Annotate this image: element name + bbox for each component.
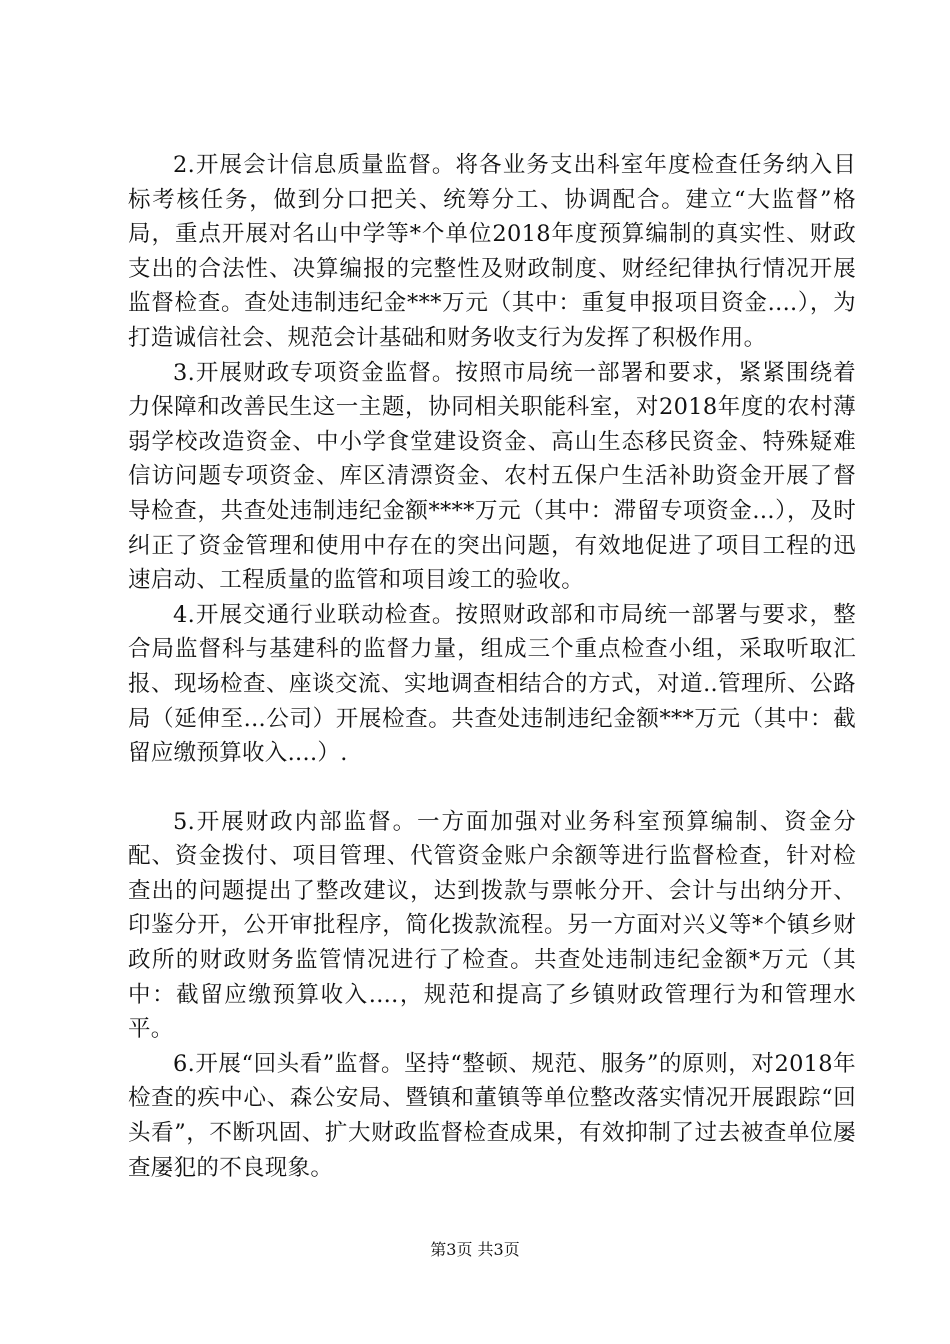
paragraph-special-funds-supervision: 3.开展财政专项资金监督。按照市局统一部署和要求，紧紧围绕着力保障和改善民生这一主题，协同相关职能科室，对2018年度的农村薄弱学校改造资金、中小学食堂建设资金、高山生态移民资金、特殊疑难信访问题专项资金、库区清漂资金、农村五保户生活补助资金开展了督导检查，共查处违制违纪金额****万元（其中：滞留专项资金...），及时纠正了资金管理和使用中存在的突出问题，有效地促进了项目工程的迅速启动、工程质量的监管和项目竣工的验收。 [128, 359, 856, 594]
paragraph-transport-inspection: 4.开展交通行业联动检查。按照财政部和市局统一部署与要求，整合局监督科与基建科的监督力量，组成三个重点检查小组，采取听取汇报、现场检查、座谈交流、实地调查相结合的方式，对道..管理所、公路局（延伸至...公司）开展检查。共查处违制违纪金额***万元（其中：截留应缴预算收入....）. [128, 601, 856, 767]
paragraph-review-supervision: 6.开展“回头看”监督。坚持“整顿、规范、服务”的原则，对2018年检查的疾中心、森公安局、暨镇和董镇等单位整改落实情况开展跟踪“回头看”，不断巩固、扩大财政监督检查成果，有效抑制了过去被查单位屡查屡犯的不良现象。 [128, 1050, 856, 1181]
document-body [128, 148, 856, 1185]
page-footer: 第3页 共3页 [430, 1240, 520, 1259]
paragraph-internal-supervision: 5.开展财政内部监督。一方面加强对业务科室预算编制、资金分配、资金拨付、项目管理、代管资金账户余额等进行监督检查，针对检查出的问题提出了整改建议，达到拨款与票帐分开、会计与出纳分开、印鉴分开，公开审批程序，简化拨款流程。另一方面对兴义等*个镇乡财政所的财政财务监管情况进行了检查。共查处违制违纪金额*万元（其中：截留应缴预算收入....，规范和提高了乡镇财政管理行为和管理水平。 [128, 808, 856, 1043]
paragraph-accounting-supervision: 2.开展会计信息质量监督。将各业务支出科室年度检查任务纳入目标考核任务，做到分口把关、统筹分工、协调配合。建立“大监督”格局，重点开展对名山中学等*个单位2018年度预算编制的真实性、财政支出的合法性、决算编报的完整性及财政制度、财经纪律执行情况开展监督检查。查处违制违纪金***万元（其中：重复申报项目资金....），为打造诚信社会、规范会计基础和财务收支行为发挥了积极作用。 [128, 152, 856, 351]
